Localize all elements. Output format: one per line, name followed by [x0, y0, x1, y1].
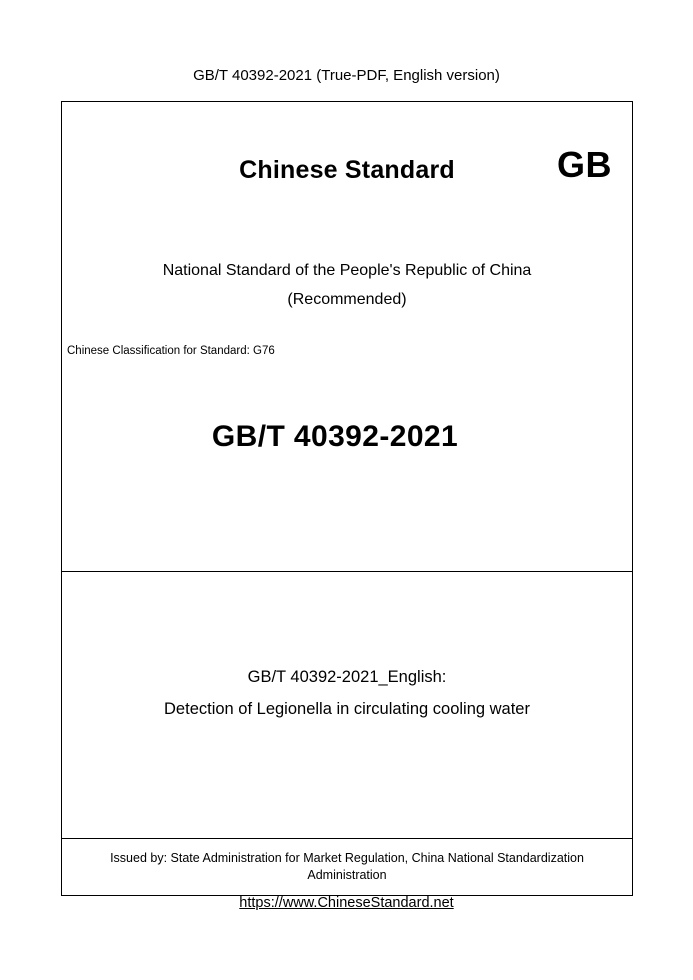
cover-frame	[61, 101, 633, 896]
cover-subtitle	[62, 257, 632, 315]
cover-subtitle-line2: (Recommended)	[287, 290, 407, 308]
gb-logo-mark: GB	[557, 144, 612, 185]
document-title-line2: Detection of Legionella in circulating cooling water	[164, 700, 530, 719]
cover-subtitle-line1: National Standard of the People's Republic of China	[162, 262, 532, 279]
standard-number: GB/T 40392-2021	[211, 420, 459, 453]
cover-title: Chinese Standard	[239, 156, 455, 184]
cover-middle-section	[62, 572, 632, 839]
page-caption: GB/T 40392-2021 (True-PDF, English version)	[193, 67, 500, 84]
cover-top-section	[62, 102, 632, 572]
document-title	[62, 661, 632, 725]
classification-code: Chinese Classification for Standard: G76	[67, 345, 275, 357]
footer-website[interactable]	[0, 895, 693, 911]
document-title-line1: GB/T 40392-2021_English:	[247, 668, 447, 686]
footer-website-link[interactable]: https://www.ChineseStandard.net	[239, 895, 454, 911]
issuer-statement: Issued by: State Administration for Market Regulation, China National Standardization Administration	[110, 851, 584, 882]
